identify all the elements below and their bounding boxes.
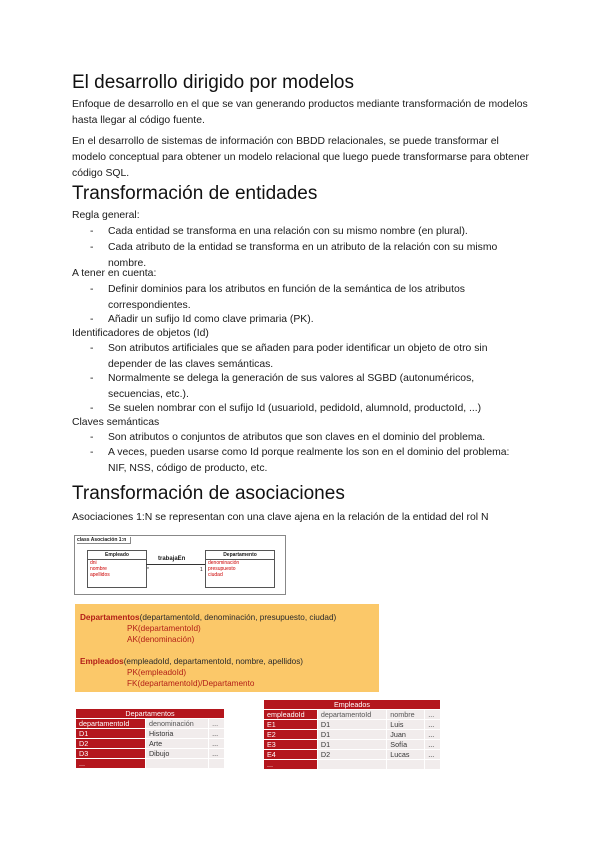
- table-cell: ...: [76, 759, 146, 769]
- list-item: Se suelen nombrar con el sufijo Id (usuarioId, pedidoId, alumnoId, productoId, ...): [108, 403, 482, 414]
- table-cell: E1: [264, 720, 318, 730]
- bullet-dash: -: [90, 226, 94, 237]
- table-cell: Juan: [387, 730, 425, 740]
- table-header: departamentoId: [317, 710, 386, 720]
- relation-attrs: (empleadoId, departamentoId, nombre, apellidos): [123, 657, 304, 666]
- table-cell: [387, 760, 425, 770]
- table-cell: D3: [76, 749, 146, 759]
- table-cell: ...: [425, 730, 441, 740]
- paragraph-bbdd: En el desarrollo de sistemas de información con BBDD relacionales, se puede transformar el modelo conceptual para obtener un modelo relacional que luego puede transformarse para obtener código SQL.: [72, 136, 529, 179]
- uml-association-label: trabajaEn: [158, 556, 186, 562]
- paragraph-definition: Enfoque de desarrollo en el que se van generando productos mediante transformación de modelos hasta llegar al código fuente.: [72, 99, 528, 126]
- table-row: [76, 739, 225, 749]
- uml-attr: apellidos: [90, 572, 110, 578]
- table-cell: Historia: [145, 729, 208, 739]
- heading-transformacion-asociaciones: Transformación de asociaciones: [72, 483, 345, 504]
- bullet-dash: -: [90, 447, 94, 458]
- uml-association-line: [146, 564, 205, 565]
- list-item: Cada entidad se transforma en una relación con su mismo nombre (en plural).: [108, 226, 468, 237]
- bullet-dash: -: [90, 314, 94, 325]
- list-item: Cada atributo de la entidad se transforma en un atributo de la relación con su mismo nombre.: [108, 242, 498, 269]
- group-title: Claves semánticas: [72, 417, 160, 428]
- table-cell: Lucas: [387, 750, 425, 760]
- uml-class-departamento: [205, 550, 275, 588]
- table-cell: E2: [264, 730, 318, 740]
- table-cell: ...: [425, 720, 441, 730]
- table-row: [264, 740, 441, 750]
- table-cell: [145, 759, 208, 769]
- bullet-dash: -: [90, 343, 94, 354]
- relation-name: Departamentos: [80, 613, 140, 622]
- table-row: [264, 750, 441, 760]
- table-cell: ...: [425, 750, 441, 760]
- uml-multiplicity-right: 1: [200, 567, 203, 573]
- table-row: [264, 720, 441, 730]
- relation-empleados: [80, 656, 303, 667]
- constraint-ak: AK(denominación): [127, 635, 195, 644]
- table-cell: ...: [264, 760, 318, 770]
- table-row: [76, 729, 225, 739]
- table-cell: D2: [317, 750, 386, 760]
- table-departamentos: [75, 708, 225, 769]
- bullet-dash: -: [90, 403, 94, 414]
- table-cell: ...: [209, 739, 225, 749]
- association-intro: Asociaciones 1:N se representan con una clave ajena en la relación de la entidad del rol N: [72, 512, 489, 523]
- table-cell: D2: [76, 739, 146, 749]
- uml-attr: dni: [90, 560, 97, 566]
- list-item: A veces, pueden usarse como Id porque realmente los son en el dominio del problema: NIF, NSS, código de producto, etc.: [108, 447, 510, 474]
- uml-attr: ciudad: [208, 572, 223, 578]
- table-cell: ...: [209, 729, 225, 739]
- table-header: denominación: [145, 719, 208, 729]
- table-cell: [209, 759, 225, 769]
- table-row: [264, 730, 441, 740]
- table-header: nombre: [387, 710, 425, 720]
- constraint-pk: PK(empleadoId): [127, 668, 187, 677]
- relation-departamentos: [80, 612, 336, 623]
- table-cell: Dibujo: [145, 749, 208, 759]
- table-caption: Empleados: [264, 700, 441, 710]
- table-cell: D1: [317, 720, 386, 730]
- list-item: Son atributos o conjuntos de atributos que son claves en el dominio del problema.: [108, 432, 486, 443]
- table-header: ...: [209, 719, 225, 729]
- constraint-pk: PK(departamentoId): [127, 624, 201, 633]
- table-caption: Departamentos: [76, 709, 225, 719]
- table-header: empleadoId: [264, 710, 318, 720]
- group-title: Identificadores de objetos (Id): [72, 328, 209, 339]
- uml-frame-label: class Asociación 1:n: [77, 537, 131, 544]
- table-cell: E4: [264, 750, 318, 760]
- table-header: ...: [425, 710, 441, 720]
- uml-class-name: Empleado: [88, 551, 146, 560]
- relational-schema-box: [75, 604, 379, 692]
- table-cell: Arte: [145, 739, 208, 749]
- relation-attrs: (departamentoId, denominación, presupuesto, ciudad): [139, 613, 337, 622]
- bullet-dash: -: [90, 373, 94, 384]
- group-title: Regla general:: [72, 210, 140, 221]
- bullet-dash: -: [90, 432, 94, 443]
- table-cell: D1: [317, 730, 386, 740]
- list-item: Son atributos artificiales que se añaden para poder identificar un objeto de otro sin depender de las claves semánticas.: [108, 343, 488, 370]
- table-cell: D1: [317, 740, 386, 750]
- uml-attr: nombre: [90, 566, 107, 572]
- bullet-dash: -: [90, 242, 94, 253]
- table-cell: ...: [209, 749, 225, 759]
- table-cell: Sofía: [387, 740, 425, 750]
- group-title: A tener en cuenta:: [72, 268, 157, 279]
- table-row: [76, 749, 225, 759]
- heading-desarrollo-dirigido: El desarrollo dirigido por modelos: [72, 72, 354, 93]
- table-cell: [425, 760, 441, 770]
- uml-class-empleado: [87, 550, 147, 588]
- table-cell: D1: [76, 729, 146, 739]
- uml-multiplicity-left: *: [147, 567, 149, 573]
- heading-transformacion-entidades: Transformación de entidades: [72, 183, 318, 204]
- bullet-dash: -: [90, 284, 94, 295]
- table-header: departamentoId: [76, 719, 146, 729]
- uml-attr: presupuesto: [208, 566, 236, 572]
- uml-class-name: Departamento: [206, 551, 274, 560]
- table-cell: Luis: [387, 720, 425, 730]
- list-item: Normalmente se delega la generación de sus valores al SGBD (autonuméricos, secuencias, etc.).: [108, 373, 475, 400]
- uml-class-diagram: [74, 535, 286, 595]
- table-empleados: [263, 699, 441, 770]
- table-row: [76, 759, 225, 769]
- relation-name: Empleados: [80, 657, 124, 666]
- table-cell: E3: [264, 740, 318, 750]
- table-cell: ...: [425, 740, 441, 750]
- list-item: Añadir un sufijo Id como clave primaria (PK).: [108, 314, 314, 325]
- uml-attr: denominación: [208, 560, 240, 566]
- table-cell: [317, 760, 386, 770]
- list-item: Definir dominios para los atributos en función de la semántica de los atributos correspondientes.: [108, 284, 465, 311]
- table-row: [264, 760, 441, 770]
- constraint-fk: FK(departamentoId)/Departamento: [127, 679, 255, 688]
